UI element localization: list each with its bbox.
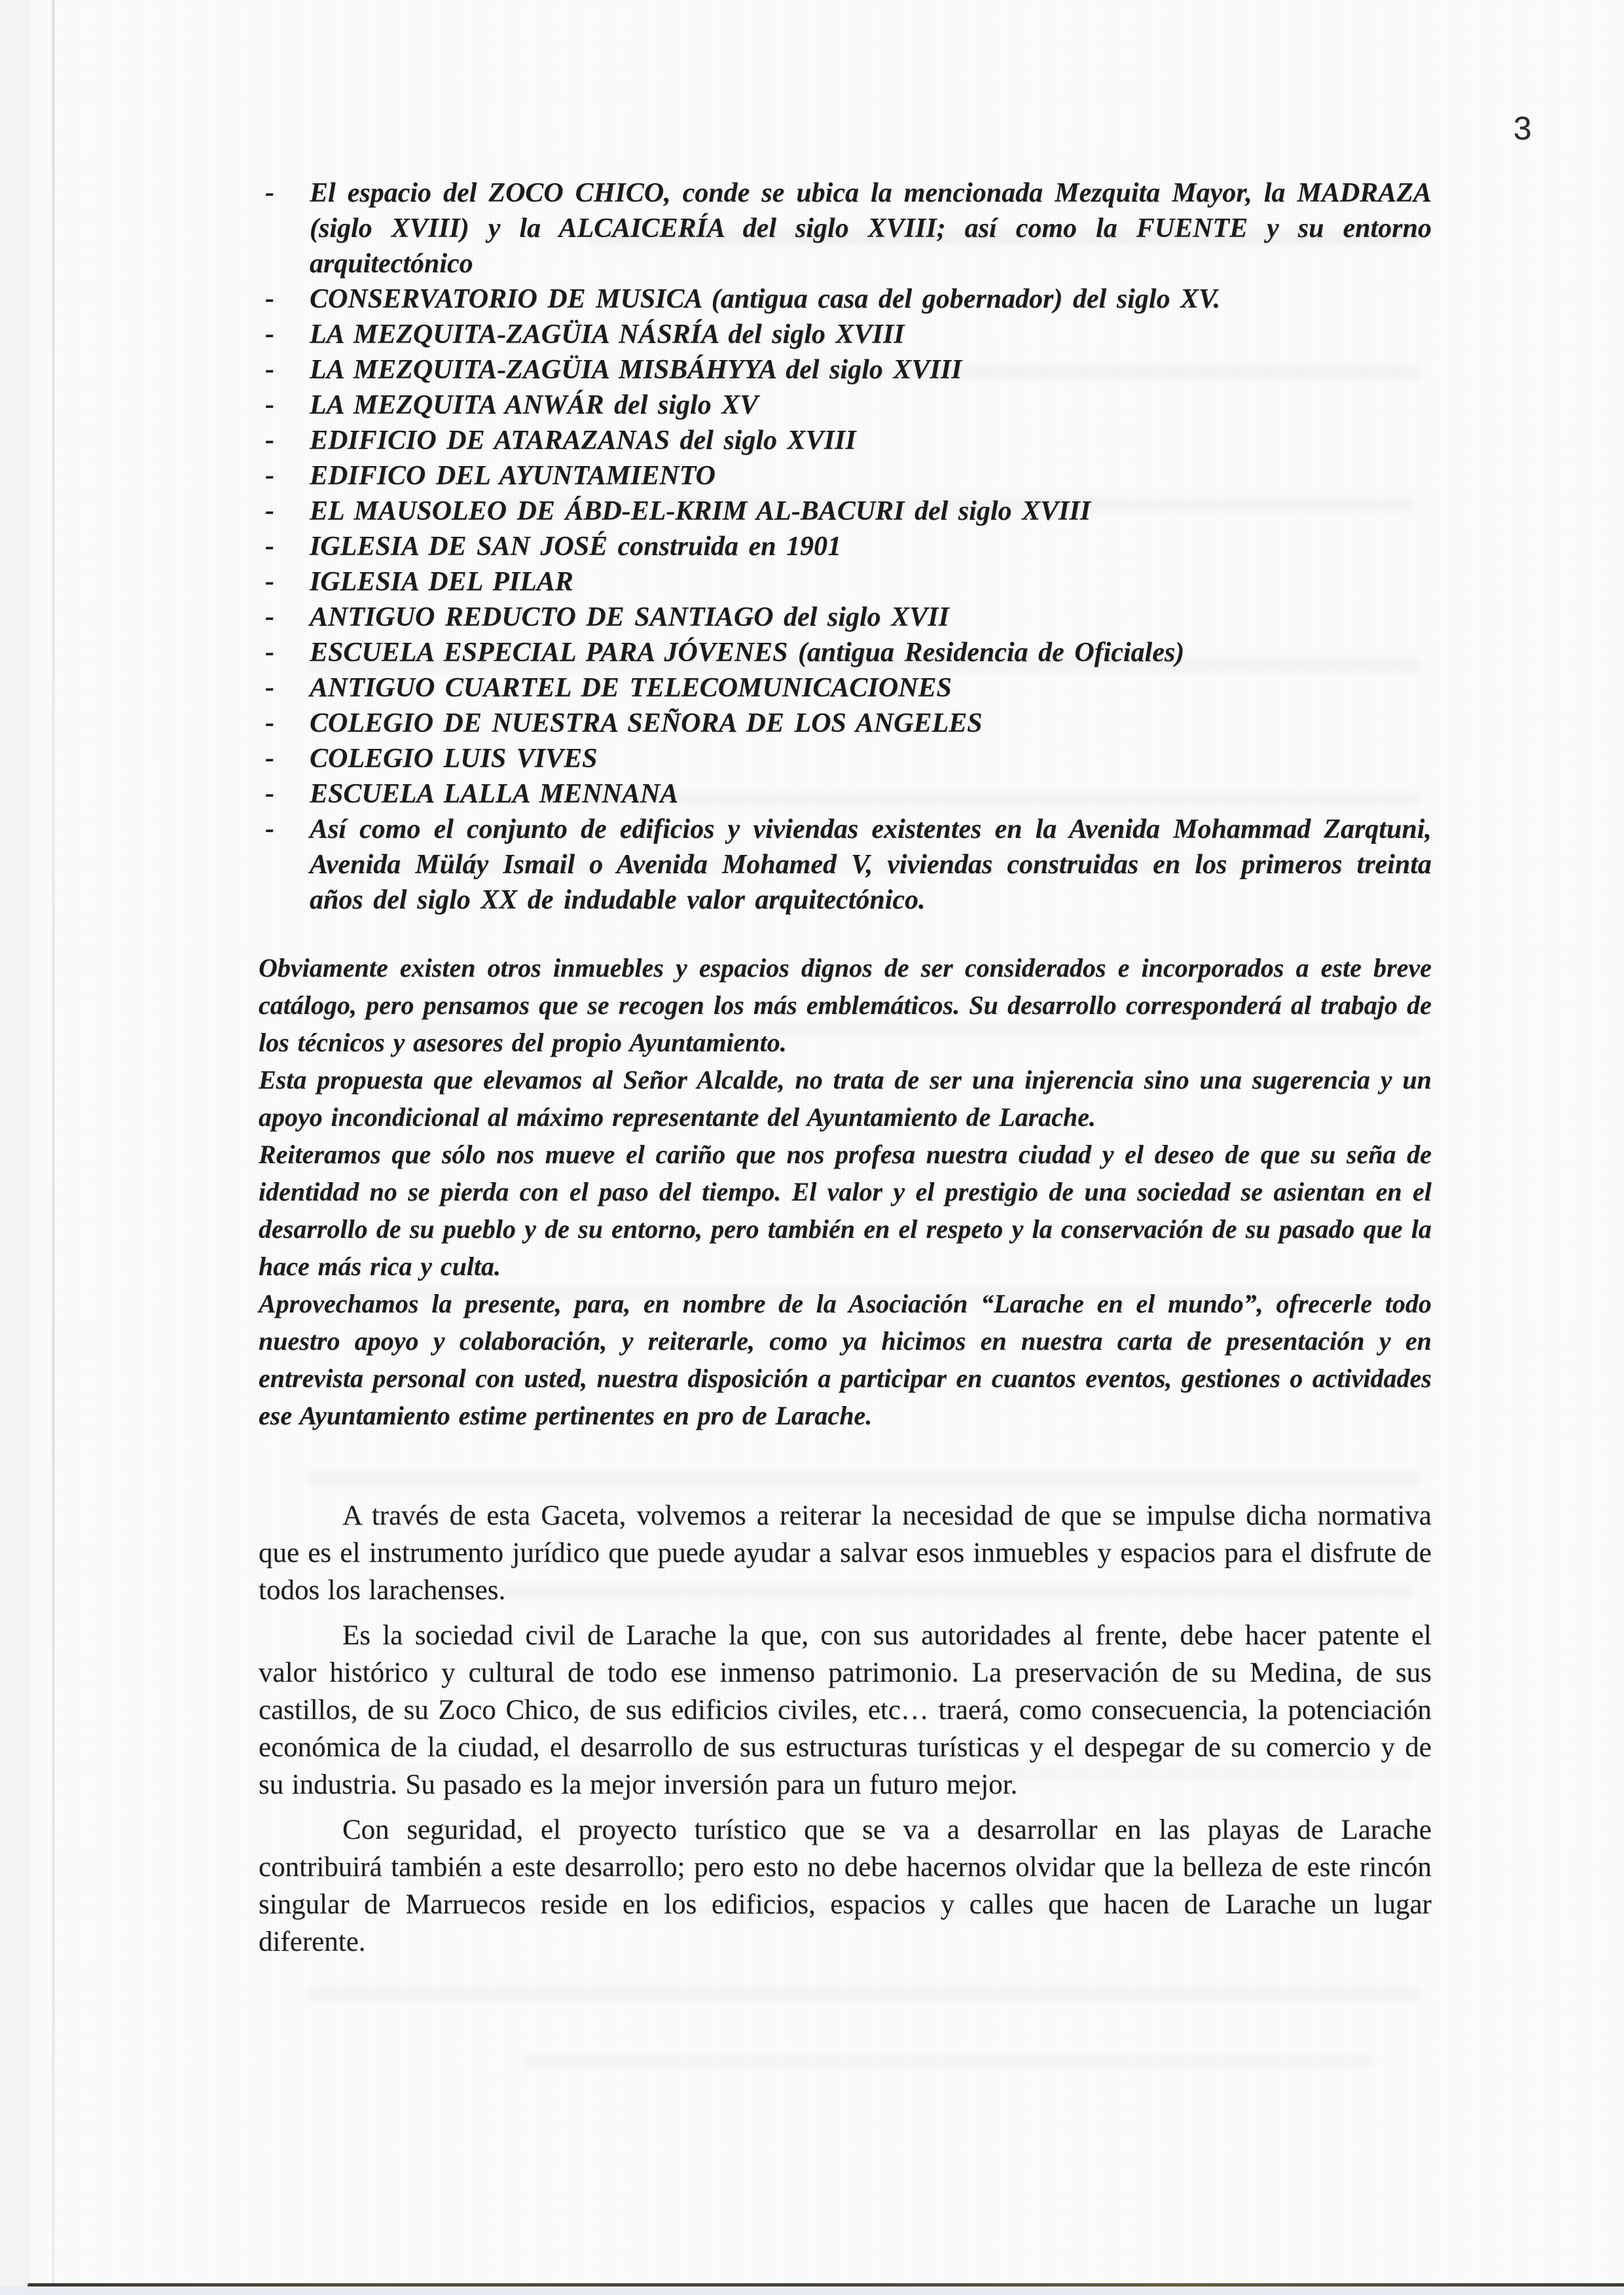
heritage-list-item (259, 564, 1432, 600)
list-dash-marker: - (265, 283, 274, 314)
heritage-list (259, 175, 1432, 918)
list-dash-marker: - (265, 743, 274, 773)
list-dash-marker: - (265, 531, 274, 561)
list-item-text: COLEGIO DE NUESTRA SEÑORA DE LOS ANGELES (310, 708, 983, 738)
list-item-text: ESCUELA LALLA MENNANA (310, 779, 679, 809)
heritage-list-item (259, 494, 1432, 529)
list-item-text: EDIFICIO DE ATARAZANAS del siglo XVIII (310, 425, 856, 456)
list-item-text: LA MEZQUITA ANWÁR del siglo XV (310, 390, 759, 420)
list-item-text: El espacio del ZOCO CHICO, conde se ubica la mencionada Mezquita Mayor, la MADRAZA (siglo XVIII) y la ALCAICERÍA del siglo XVIII; así como la FUENTE y su entorno arquitectónico (310, 178, 1432, 279)
list-item-text: IGLESIA DE SAN JOSÉ construida en 1901 (310, 532, 842, 562)
italic-paragraph: Reiteramos que sólo nos mueve el cariño que nos profesa nuestra ciudad y el deseo de que su seña de identidad no se pierda con el paso del tiempo. El valor y el prestigio de una sociedad se asientan en el desarrollo de su pueblo y de su entorno, pero también en el respeto y la conservación de su pasado que la hace más rica y culta. (259, 1140, 1432, 1281)
list-dash-marker: - (265, 425, 274, 455)
body-paragraph: Es la sociedad civil de Larache la que, con sus autoridades al frente, debe hacer patente el valor histórico y cultural de todo ese inmenso patrimonio. La preservación de su Medina, de sus castillos, de su Zoco Chico, de sus edificios civiles, etc… traerá, como consecuencia, la potenciación económica de la ciudad, el desarrollo de sus estructuras turísticas y el despegar de su comercio y de su industria. Su pasado es la mejor inversión para un futuro mejor. (259, 1620, 1432, 1800)
list-dash-marker: - (265, 637, 274, 667)
list-dash-marker: - (265, 354, 274, 384)
italic-paragraph: Esta propuesta que elevamos al Señor Alcalde, no trata de ser una injerencia sino una sugerencia y un apoyo incondicional al máximo representante del Ayuntamiento de Larache. (259, 1065, 1432, 1132)
heritage-list-item (259, 458, 1432, 494)
bleedthrough-smudge (308, 1987, 1420, 2001)
list-item-text: LA MEZQUITA-ZAGÜIA NÁSRÍA del siglo XVIII (310, 319, 905, 350)
heritage-list-item (259, 388, 1432, 423)
list-dash-marker: - (265, 602, 274, 632)
scanner-background-bottom (0, 2286, 1624, 2295)
heritage-list-item (259, 281, 1432, 317)
list-item-text: COLEGIO LUIS VIVES (310, 744, 598, 774)
heritage-list-item (259, 812, 1432, 918)
heritage-list-item (259, 175, 1432, 281)
italic-paragraph: Obviamente existen otros inmuebles y espacios dignos de ser considerados e incorporados a este breve catálogo, pero pensamos que se recogen los más emblemáticos. Su desarrollo corresponderá al trabajo de los técnicos y asesores del propio Ayuntamiento. (259, 953, 1432, 1057)
body-paragraphs (259, 1497, 1432, 1961)
italic-paragraph: Aprovechamos la presente, para, en nombre de la Asociación “Larache en el mundo”, ofrecerle todo nuestro apoyo y colaboración, y reiterarle, como ya hicimos en nuestra carta de presentación y en entrevista personal con usted, nuestra disposición a participar en cuantos eventos, gestiones o actividades ese Ayuntamiento estime pertinentes en pro de Larache. (259, 1289, 1432, 1430)
list-dash-marker: - (265, 319, 274, 349)
list-dash-marker: - (265, 496, 274, 526)
body-paragraph: Con seguridad, el proyecto turístico que se va a desarrollar en las playas de Larache contribuirá también a este desarrollo; pero esto no debe hacernos olvidar que la belleza de este rincón singular de Marruecos reside en los edificios, espacios y calles que hacen de Larache un lugar diferente. (259, 1815, 1432, 1957)
list-item-text: LA MEZQUITA-ZAGÜIA MISBÁHYYA del siglo XVIII (310, 355, 962, 385)
list-item-text: Así como el conjunto de edificios y viviendas existentes en la Avenida Mohammad Zarqtuni, Avenida Müláy Ismail o Avenida Mohamed V, viviendas construidas en los primeros treinta años del siglo XX de indudable valor arquitectónico. (310, 814, 1432, 915)
heritage-list-item (259, 600, 1432, 635)
list-item-text: ANTIGUO REDUCTO DE SANTIAGO del siglo XVII (310, 602, 949, 632)
italic-paragraphs (259, 949, 1432, 1434)
heritage-list-item (259, 706, 1432, 741)
heritage-list-item (259, 776, 1432, 812)
list-item-text: CONSERVATORIO DE MUSICA (antigua casa del gobernador) del siglo XV. (310, 284, 1221, 314)
list-dash-marker: - (265, 566, 274, 596)
list-dash-marker: - (265, 672, 274, 702)
heritage-list-item (259, 423, 1432, 458)
heritage-list-item (259, 741, 1432, 776)
list-item-text: EDIFICO DEL AYUNTAMIENTO (310, 461, 715, 491)
list-dash-marker: - (265, 177, 274, 208)
heritage-list-item (259, 352, 1432, 388)
bleedthrough-smudge (524, 2054, 1375, 2069)
list-item-text: ESCUELA ESPECIAL PARA JÓVENES (antigua Residencia de Oficiales) (310, 638, 1185, 668)
list-item-text: ANTIGUO CUARTEL DE TELECOMUNICACIONES (310, 673, 952, 703)
page-number: 3 (1513, 110, 1532, 147)
list-item-text: EL MAUSOLEO DE ÁBD-EL-KRIM AL-BACURI del siglo XVIII (310, 496, 1091, 526)
body-paragraph: A través de esta Gaceta, volvemos a reiterar la necesidad de que se impulse dicha normativa que es el instrumento jurídico que puede ayudar a salvar esos inmuebles y espacios para el disfrute de todos los larachenses. (259, 1500, 1432, 1606)
heritage-list-item (259, 670, 1432, 706)
heritage-list-item (259, 635, 1432, 670)
list-dash-marker: - (265, 814, 274, 844)
list-dash-marker: - (265, 389, 274, 420)
document-content (259, 175, 1432, 1961)
scanner-background-left (0, 0, 30, 2295)
list-dash-marker: - (265, 708, 274, 738)
heritage-list-item (259, 529, 1432, 564)
list-dash-marker: - (265, 778, 274, 808)
list-dash-marker: - (265, 460, 274, 490)
heritage-list-item (259, 317, 1432, 352)
page-crease-line (52, 0, 54, 2295)
list-item-text: IGLESIA DEL PILAR (310, 567, 573, 597)
